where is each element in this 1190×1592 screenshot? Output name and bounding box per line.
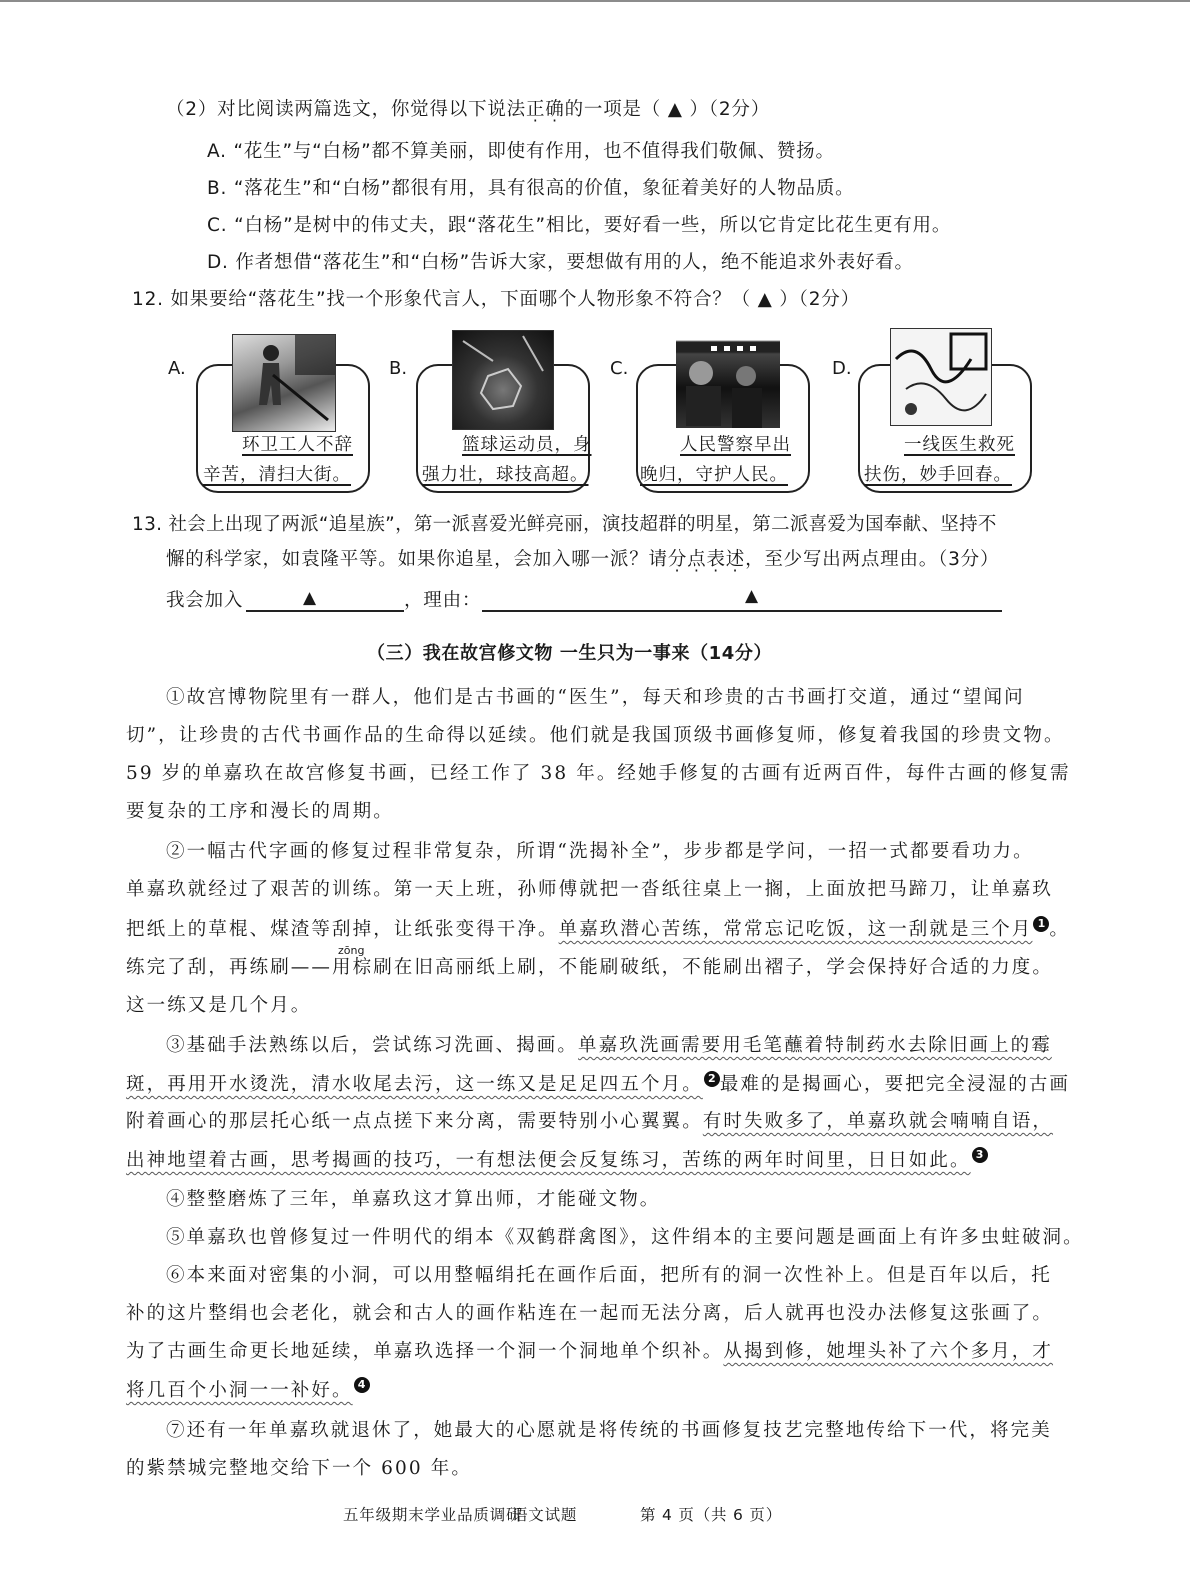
passage-p1-line1: ①故宫博物院里有一群人，他们是古书画的“医生”，每天和珍贵的古书画打交道，通过“望闻问: [166, 687, 1025, 708]
police-officer-photo: [676, 328, 780, 428]
passage-text: 。: [1049, 919, 1071, 940]
passage-p2-line2: 单嘉玖就经过了艰苦的训练。第一天上班，孙师傅就把一沓纸往桌上一搁，上面放把马蹄刀，让单嘉玖: [126, 879, 1054, 900]
answer-join-blank[interactable]: [246, 610, 404, 612]
underlined-sentence-3-cont: 出神地望着古画，思考揭画的技巧，一有想法便会反复练习，苦练的两年时间里，日日如此。: [126, 1150, 971, 1171]
annotation-marker-4: 4: [354, 1377, 370, 1393]
underlined-sentence-4-cont: 将几百个小洞一一补好。: [126, 1380, 353, 1401]
stem-text: （2）对比阅读两篇选文，你觉得以下说法: [166, 99, 526, 120]
passage-p4: ④整整磨炼了三年，单嘉玖这才算出师，才能碰文物。: [166, 1189, 661, 1210]
card-a-caption-line2: 辛苦，清扫大街。: [203, 465, 351, 485]
underlined-sentence-3: 有时失败多了，单嘉玖就会喃喃自语，: [702, 1111, 1054, 1132]
annotation-marker-2: 2: [704, 1071, 720, 1087]
option-text: “落花生”和“白杨”都很有用，具有很高的价值，象征着美好的人物品质。: [233, 178, 855, 199]
emphasis-char: 述: [725, 549, 746, 570]
reason-label: ，理由：: [404, 590, 482, 611]
passage-p6-line1: ⑥本来面对密集的小洞，可以用整幅绢托在画作后面，把所有的洞一次性补上。但是百年以后，托: [166, 1265, 1052, 1286]
doctor-photo: [890, 328, 992, 426]
doctor-figure-icon: [891, 329, 991, 425]
option-a: [207, 139, 835, 165]
option-label: A.: [207, 141, 227, 162]
emphasis-char: 表: [706, 549, 726, 570]
passage-p1-line3: 59 岁的单嘉玖在故宫修复书画，已经工作了 38 年。经她手修复的古画有近两百件，每件古画的修复需: [126, 763, 1071, 784]
emphasis-char: 确: [545, 99, 565, 120]
passage-p6-line3: [126, 1339, 1053, 1365]
passage-p3-line4: [126, 1147, 988, 1174]
pinyin-annotation: zōng: [338, 944, 365, 957]
answer-join-label: 我会加入: [166, 590, 244, 611]
emphasis-char: 正: [525, 99, 546, 120]
passage-p3-line3: [126, 1109, 1053, 1135]
card-c-caption-line1: 人民警察早出: [680, 435, 791, 455]
passage-p3-line1: [166, 1033, 1052, 1059]
underlined-sentence-1: 单嘉玖潜心苦练，常常忘记吃饭，这一刮就是三个月: [558, 919, 1033, 940]
card-d-label: D.: [832, 358, 852, 379]
card-b-caption-line1: 篮球运动员，身: [462, 435, 592, 455]
footer-exam-name: 五年级期末学业品质调研: [343, 1506, 523, 1524]
basketball-player-figure-icon: [453, 331, 553, 429]
stem-text: 懈的科学家，如袁隆平等。如果你追星，会加入哪一派？请: [166, 549, 668, 570]
question-13-line2: [166, 547, 999, 573]
underlined-sentence-2-cont: 斑，再用开水烫洗，清水收尾去污，这一练又是足足四五个月。: [126, 1074, 703, 1095]
section-3-title: （三）我在故宫修文物 一生只为一事来（14分）: [367, 643, 773, 664]
card-c-caption-line2: 晚归，守护人民。: [640, 465, 788, 485]
underlined-sentence-2: 单嘉玖洗画需要用毛笔蘸着特制药水去除旧画上的霉: [578, 1035, 1052, 1056]
basketball-player-photo: [452, 330, 554, 430]
option-d: [207, 250, 914, 276]
passage-p6-line2: 补的这片整绢也会老化，就会和古人的画作粘连在一起而无法分离，后人就再也没办法修复这张画了。: [126, 1303, 1054, 1324]
option-label: C.: [207, 215, 228, 236]
passage-p3-line2: [126, 1071, 1070, 1098]
scan-top-border: [0, 0, 1190, 2]
option-b: [207, 176, 854, 202]
option-text: “白杨”是树中的伟丈夫，跟“落花生”相比，要好看一些，所以它肯定比花生更有用。: [234, 215, 952, 236]
card-d-caption-line2: 扶伤，妙手回春。: [864, 465, 1012, 485]
reason-blank[interactable]: [482, 610, 1002, 612]
passage-text: 为了古画生命更长地延续，单嘉玖选择一个洞一个洞地单个织补。: [126, 1341, 724, 1362]
option-text: “花生”与“白杨”都不算美丽，即使有作用，也不值得我们敬佩、赞扬。: [233, 141, 835, 162]
footer-page-number: 第 4 页（共 6 页）: [640, 1506, 783, 1524]
option-c: [207, 213, 951, 239]
police-figure-icon: [676, 328, 780, 428]
passage-p6-line4: [126, 1377, 370, 1404]
passage-text: 附着画心的那层托心纸一点点搓下来分离，需要特别小心翼翼。: [126, 1111, 703, 1132]
passage-p7-line2: 的紫禁城完整地交给下一个 600 年。: [126, 1458, 472, 1479]
option-label: D.: [207, 252, 229, 273]
passage-p5: ⑤单嘉玖也曾修复过一件明代的绢本《双鹤群禽图》，这件绢本的主要问题是画面上有许多虫蛀破洞。: [166, 1227, 1084, 1248]
stem-text: 的一项是（ ▲ ）（2分）: [564, 99, 771, 120]
sweeper-figure-icon: [233, 335, 335, 431]
card-a-label: A.: [168, 358, 186, 379]
passage-p2-line3: [126, 916, 1070, 943]
question-11-2-stem: [166, 97, 770, 123]
emphasis-char: 分: [667, 549, 688, 570]
passage-p1-line2: 切”，让珍贵的古代书画作品的生命得以延续。他们就是我国顶级书画修复师，修复着我国的珍贵文物。: [126, 725, 1065, 746]
option-text: 作者想借“落花生”和“白杨”告诉大家，要想做有用的人，绝不能追求外表好看。: [235, 252, 914, 273]
stem-text: ，至少写出两点理由。（3分）: [745, 549, 1000, 570]
answer-placeholder-triangle: ▲: [303, 588, 317, 608]
passage-p7-line1: ⑦还有一年单嘉玖就退休了，她最大的心愿就是将传统的书画修复技艺完整地传给下一代，将完美: [166, 1420, 1052, 1441]
passage-p2-line4: 练完了刮，再练刷——用棕刷在旧高丽纸上刷，不能刷破纸，不能刷出褶子，学会保持好合适的力度。: [126, 957, 1054, 978]
card-a-caption-line1: 环卫工人不辞: [242, 435, 353, 455]
annotation-marker-1: 1: [1033, 916, 1049, 932]
emphasis-char: 点: [687, 549, 707, 570]
card-b-caption-line2: 强力壮，球技高超。: [422, 465, 589, 485]
passage-p2-line5: 这一练又是几个月。: [126, 995, 312, 1016]
card-d-caption-line1: 一线医生救死: [904, 435, 1015, 455]
question-12-stem: 12. 如果要给“落花生”找一个形象代言人，下面哪个人物形象不符合？（ ▲ ）（2分）: [132, 289, 860, 310]
annotation-marker-3: 3: [972, 1147, 988, 1163]
underlined-sentence-4: 从揭到修，她埋头补了六个多月，才: [723, 1341, 1054, 1362]
card-b-label: B.: [389, 358, 408, 379]
card-c-label: C.: [610, 358, 629, 379]
street-sweeper-photo: [232, 334, 336, 432]
passage-p2-line1: ②一幅古代字画的修复过程非常复杂，所谓“洗揭补全”，步步都是学问，一招一式都要看功力。: [166, 841, 1034, 862]
footer-subject: 语文试题: [512, 1506, 578, 1524]
passage-p1-line4: 要复杂的工序和漫长的周期。: [126, 801, 394, 822]
passage-text: 把纸上的草棍、煤渣等刮掉，让纸张变得干净。: [126, 919, 559, 940]
question-13-line1: 13. 社会上出现了两派“追星族”，第一派喜爱光鲜亮丽，演技超群的明星，第二派喜爱为国奉献、坚持不: [132, 514, 997, 535]
passage-text: 最难的是揭画心，要把完全浸湿的古画: [719, 1074, 1071, 1095]
option-label: B.: [207, 178, 228, 199]
reason-placeholder-triangle: ▲: [745, 586, 759, 606]
passage-text: ③基础手法熟练以后，尝试练习洗画、揭画。: [166, 1035, 579, 1056]
